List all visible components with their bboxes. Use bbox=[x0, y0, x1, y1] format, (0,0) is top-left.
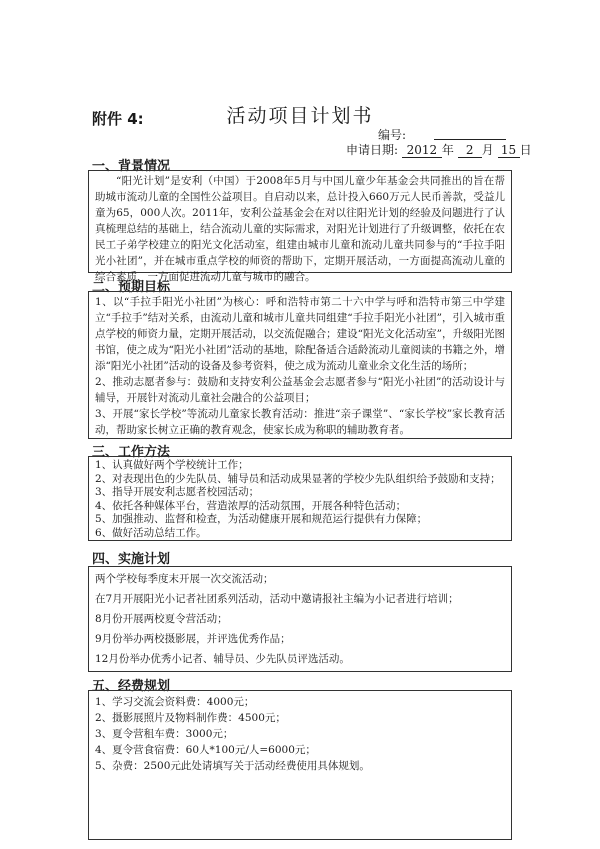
budget-item: 2、摄影展照片及物料制作费：4500元； bbox=[95, 712, 286, 724]
goal-item: 3、开展“家长学校”等流动儿童家长教育活动：推进“亲子课堂”、“家长学校”家长教育活动，帮助家长树立正确的教育观念，使家长成为称职的辅助教育者。 bbox=[95, 408, 505, 436]
section-heading-goals: 二、预期目标 bbox=[92, 280, 171, 295]
year-unit: 年 bbox=[441, 143, 454, 157]
plan-item: 两个学校每季度末开展一次交流活动； bbox=[95, 573, 274, 585]
date-year[interactable]: 2012 bbox=[402, 144, 442, 158]
section-heading-methods: 三、工作方法 bbox=[92, 445, 171, 460]
goal-item: 1、以“手拉手阳光小社团”为核心：呼和浩特市第二十六中学与呼和浩特市第三中学建立“手拉手”结对关系，由流动儿童和城市儿童共同组建“手拉手阳光小社团”，引入城市重点学校的师资力量，定期开展活动，以交流促融合；建设“阳光文化活动室”，升级阳光图书馆，使之成为“阳光小社团”活动的基地，除配备适合适龄流动儿童阅读的书籍之外，增添“阳光小社团”活动的设备及参考资料，使之成为流动儿童业余文化生活的场所； bbox=[95, 296, 505, 372]
background-box bbox=[88, 170, 512, 283]
budget-item: 1、学习交流会资料费：4000元； bbox=[95, 696, 255, 708]
budget-item: 3、夏令营租车费：3000元； bbox=[95, 728, 234, 740]
section-heading-budget: 五、经费规划 bbox=[92, 679, 171, 694]
method-item: 6、做好活动总结工作。 bbox=[95, 526, 207, 539]
method-item: 1、认真做好两个学校统计工作； bbox=[95, 459, 249, 471]
goals-box bbox=[88, 291, 512, 439]
application-date bbox=[346, 141, 532, 158]
page-title: 活动项目计划书 bbox=[226, 105, 374, 127]
date-month[interactable]: 2 bbox=[458, 144, 482, 158]
budget-item: 4、夏令营食宿费：60人*100元/人=6000元； bbox=[95, 744, 316, 756]
plan-item: 12月份举办优秀小记者、辅导员、少先队员评选活动。 bbox=[95, 653, 350, 665]
day-unit: 日 bbox=[519, 143, 532, 157]
method-item: 2、对表现出色的少先队员、辅导员和活动成果显著的学校少先队组织给予鼓励和支持； bbox=[95, 472, 501, 485]
attachment-label: 附件 4: bbox=[92, 110, 144, 128]
method-item: 5、加强推动、监督和检查，为活动健康开展和规范运行提供有力保障； bbox=[95, 513, 428, 525]
method-item: 3、指导开展安利志愿者校园活动； bbox=[95, 486, 260, 498]
date-day[interactable]: 15 bbox=[498, 144, 520, 158]
plan-item: 在7月开展阳光小记者社团系列活动，活动中邀请报社主编为小记者进行培训； bbox=[95, 593, 459, 605]
section-heading-background: 一、背景情况 bbox=[92, 159, 171, 174]
section-heading-plan: 四、实施计划 bbox=[92, 552, 171, 567]
plan-item: 8月份开展两校夏令营活动； bbox=[95, 613, 228, 625]
background-text: “阳光计划”是安利（中国）于2008年5月与中国儿童少年基金会共同推出的旨在帮助城市流动儿童的全国性公益项目。自启动以来，总计投入660万元人民币善款，受益儿童为65，000人次。2011年，安利公益基金会在对以往阳光计划的经验及问题进行了认真梳理总结的基础上，结合流动儿童的实际需求，对阳光计划进行了升级调整，依托在农民工子弟学校建立的阳光文化活动室，组建由城市儿童和流动儿童共同参与的“手拉手阳光小社团”，并在城市重点学校的师资的帮助下，定期开展活动，一方面提高流动儿童的综合素质，一方面促进流动儿童与城市的融合。 bbox=[95, 175, 505, 283]
goal-item: 2、推动志愿者参与：鼓励和支持安利公益基金会志愿者参与“阳光小社团”的活动设计与辅导，开展针对流动儿童社会融合的公益项目； bbox=[95, 376, 505, 404]
plan-item: 9月份举办两校摄影展，并评选优秀作品； bbox=[95, 633, 291, 645]
plan-box bbox=[88, 566, 512, 672]
date-label: 申请日期: bbox=[346, 143, 399, 157]
method-item: 4、依托各种媒体平台，营造浓厚的活动氛围，开展各种特色活动； bbox=[95, 499, 407, 512]
number-field[interactable] bbox=[434, 127, 506, 140]
budget-box bbox=[88, 690, 512, 840]
methods-box bbox=[88, 456, 512, 541]
number-label: 编号: bbox=[378, 128, 407, 142]
budget-item: 5、杂费：2500元此处请填写关于活动经费使用具体规划。 bbox=[95, 760, 370, 772]
month-unit: 月 bbox=[481, 143, 494, 157]
